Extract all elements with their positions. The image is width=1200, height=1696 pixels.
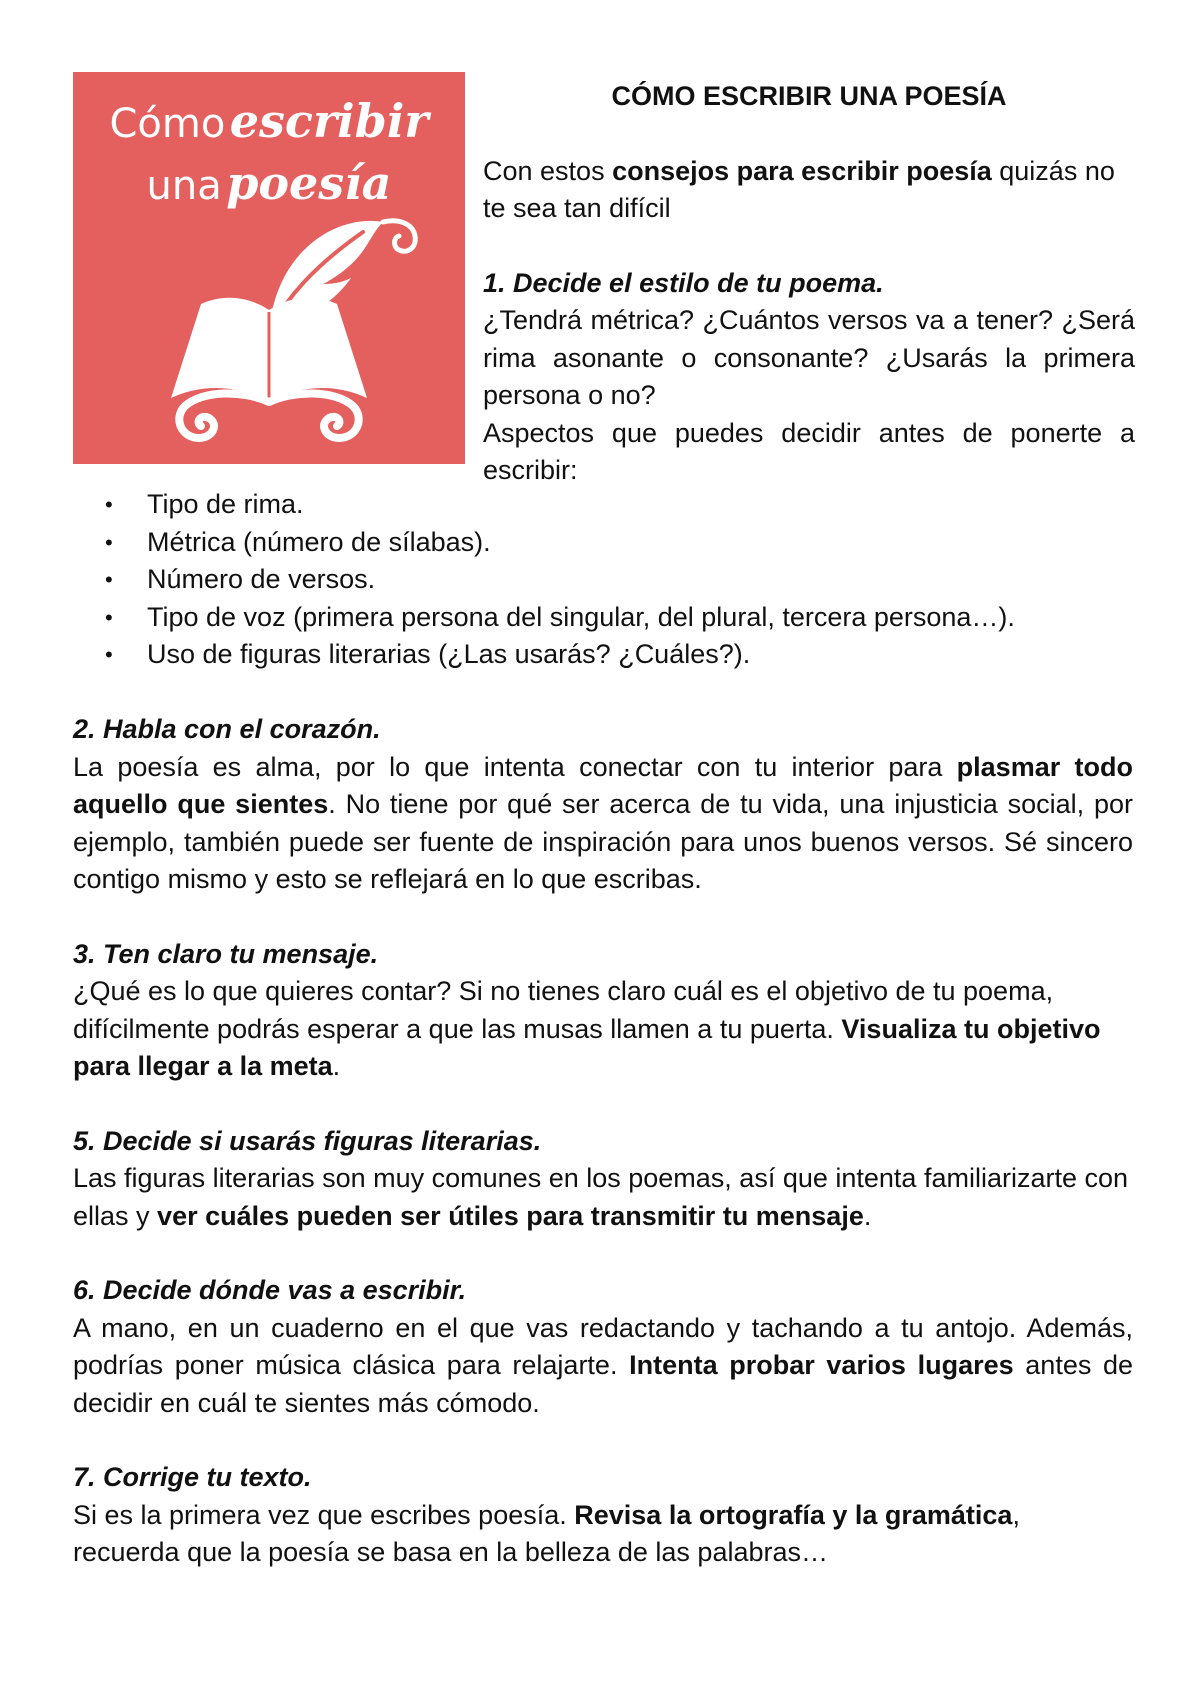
step5-text bbox=[73, 1160, 1133, 1235]
step3-text bbox=[73, 973, 1133, 1086]
step5-section bbox=[73, 1123, 1133, 1236]
step2-text-start: La poesía es alma, por lo que intenta conectar con tu interior para bbox=[73, 751, 957, 782]
step5-heading: 5. Decide si usarás figuras literarias. bbox=[73, 1125, 542, 1156]
step6-heading: 6. Decide dónde vas a escribir. bbox=[73, 1275, 467, 1305]
list-item: • Tipo de rima. bbox=[73, 486, 1133, 524]
step3-heading: 3. Ten claro tu mensaje. bbox=[73, 938, 379, 969]
list-item: • Tipo de voz (primera persona del singular, del plural, tercera persona…). bbox=[73, 599, 1133, 637]
step7-text-end: , recuerda que la poesía se basa en la belleza de las palabras… bbox=[73, 1499, 1020, 1567]
step6-section bbox=[73, 1272, 1133, 1422]
logo-word-escribir: escribir bbox=[229, 94, 429, 148]
step7-bold-text: Revisa la ortografía y la gramática bbox=[574, 1499, 1013, 1530]
step1-text: ¿Tendrá métrica? ¿Cuántos versos va a tener? ¿Será rima asonante o consonante? ¿Usarás la primera persona o no? bbox=[483, 305, 1135, 410]
step6-text bbox=[73, 1310, 1133, 1423]
step1-aspects-text: Aspectos que puedes decidir antes de ponerte a escribir: bbox=[483, 417, 1135, 485]
logo-word-poesia: poesía bbox=[226, 156, 392, 210]
intro-text-start: Con estos bbox=[483, 155, 613, 186]
page-title: CÓMO ESCRIBIR UNA POESÍA bbox=[611, 81, 1007, 111]
open-book-quill-icon bbox=[73, 72, 465, 464]
step3-text-end: . bbox=[332, 1051, 341, 1081]
intro-column bbox=[483, 70, 1135, 490]
step2-heading: 2. Habla con el corazón. bbox=[73, 714, 381, 744]
step2-text-end: . No tiene por qué ser acerca de tu vida, una injusticia social, por ejemplo, también puede ser fuente de inspiración para unos buenos versos. Sé sincero contigo mismo y esto se reflejará en lo que escribas. bbox=[73, 789, 1133, 894]
list-item: • Métrica (número de sílabas). bbox=[73, 524, 1133, 562]
step5-bold-text: ver cuáles pueden ser útiles para transmitir tu mensaje bbox=[157, 1200, 864, 1231]
step6-bold-text: Intenta probar varios lugares bbox=[629, 1350, 1014, 1380]
logo-word-una: una bbox=[146, 163, 222, 209]
step3-bold-text: Visualiza tu objetivo para llegar a la meta bbox=[73, 1013, 1101, 1081]
step7-section bbox=[73, 1459, 1133, 1572]
step7-text bbox=[73, 1497, 1133, 1572]
step3-section bbox=[73, 936, 1133, 1086]
logo-word-como: Cómo bbox=[109, 101, 226, 147]
poetry-logo bbox=[73, 72, 465, 464]
intro-text-end: quizás no te sea tan difícil bbox=[483, 155, 1115, 223]
step6-text-start: A mano, en un cuaderno en el que vas redactando y tachando a tu antojo. Además, podrías poner música clásica para relajarte. bbox=[73, 1312, 1133, 1380]
step2-bold-text: plasmar todo aquello que sientes bbox=[73, 751, 1133, 819]
step7-heading: 7. Corrige tu texto. bbox=[73, 1462, 312, 1492]
list-item: • Número de versos. bbox=[73, 561, 1133, 599]
step5-text-end: . bbox=[863, 1200, 872, 1231]
document-body bbox=[73, 711, 1133, 1609]
step1-heading: 1. Decide el estilo de tu poema. bbox=[483, 267, 884, 298]
step5-text-start: Las figuras literarias son muy comunes en los poemas, así que intenta familiarizarte con ellas y bbox=[73, 1163, 1129, 1231]
step2-text bbox=[73, 749, 1133, 899]
aspects-list bbox=[73, 486, 1133, 674]
step6-text-end: antes de decidir en cuál te sientes más cómodo. bbox=[73, 1350, 1134, 1418]
step7-text-start: Si es la primera vez que escribes poesía. bbox=[73, 1499, 575, 1530]
intro-bold-text: consejos para escribir poesía bbox=[612, 155, 992, 186]
step2-section bbox=[73, 711, 1133, 899]
list-item: • Uso de figuras literarias (¿Las usarás? ¿Cuáles?). bbox=[73, 636, 1133, 674]
intro-paragraph bbox=[483, 153, 1135, 228]
step3-text-start: ¿Qué es lo que quieres contar? Si no tienes claro cuál es el objetivo de tu poema, difícilmente podrás esperar a que las musas llamen a tu puerta. bbox=[73, 976, 1054, 1044]
